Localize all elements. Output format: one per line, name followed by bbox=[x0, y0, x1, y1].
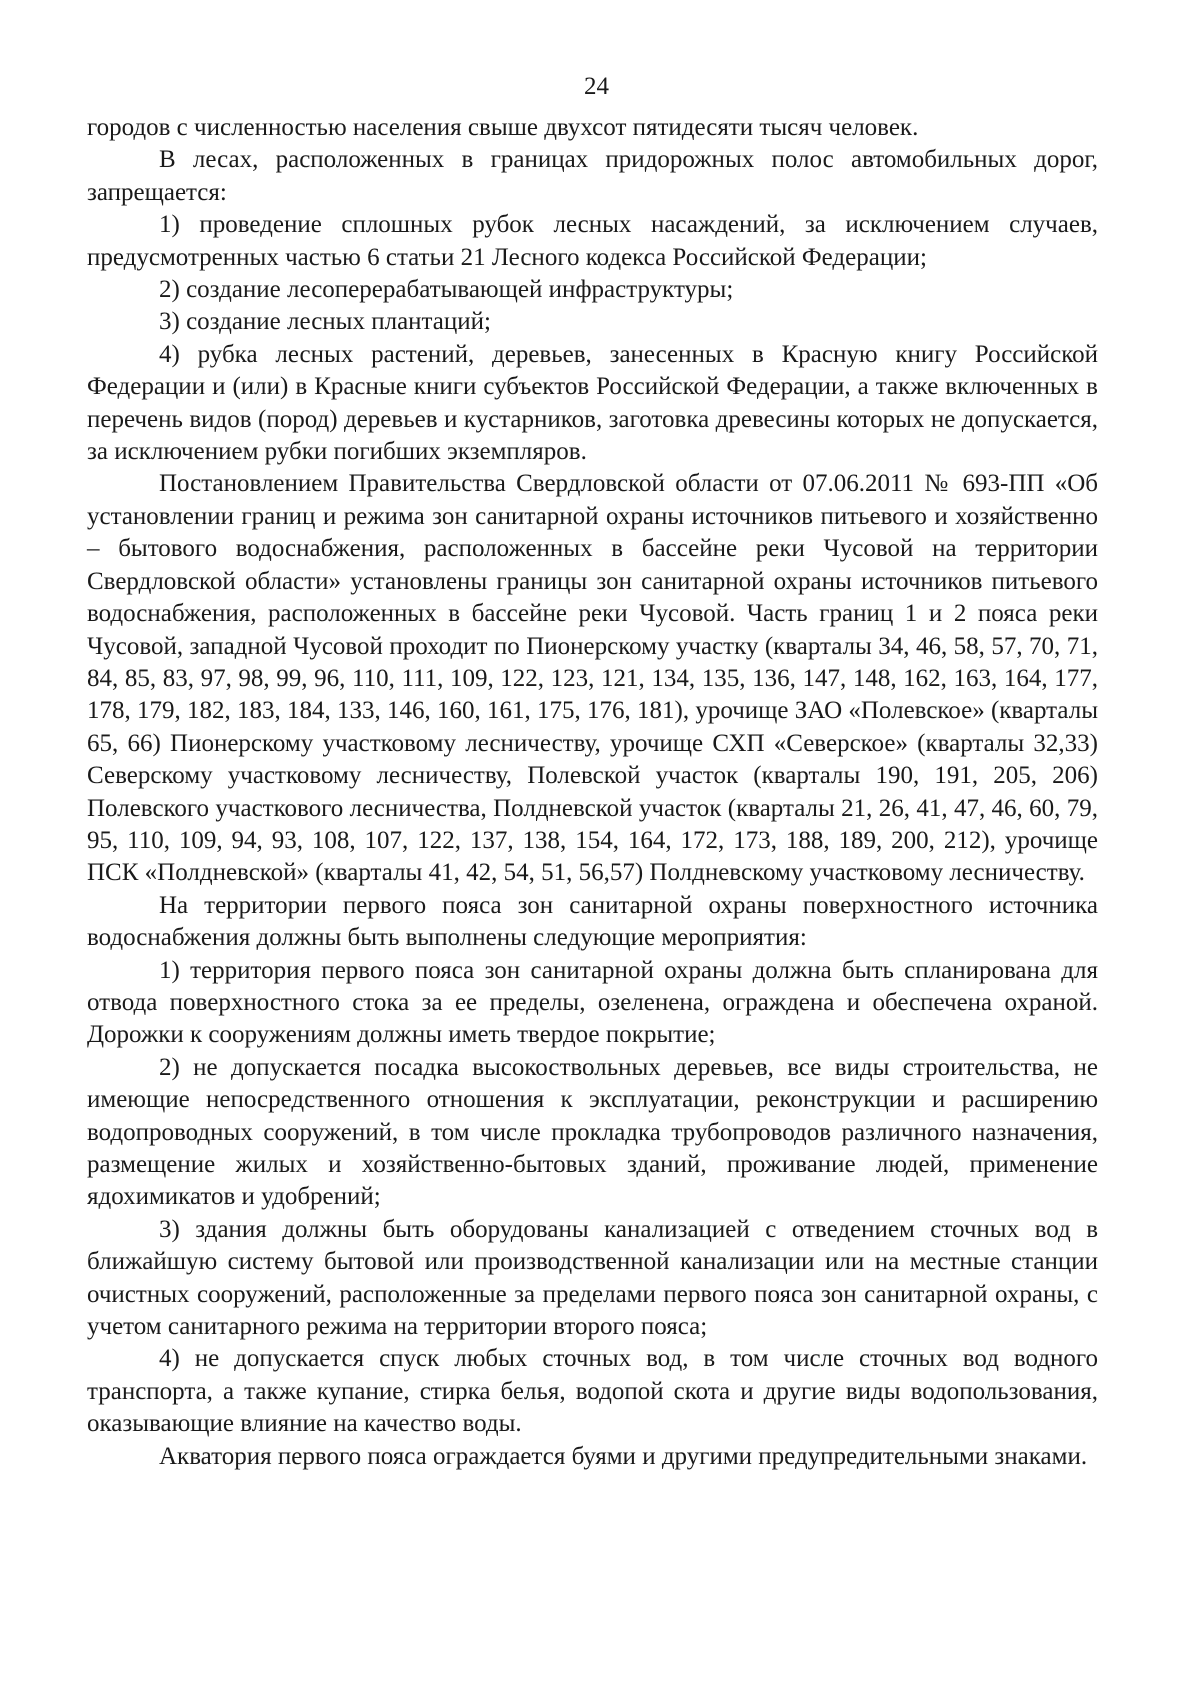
measure-item-2-restrictions: 2) не допускается посадка высокоствольных деревьев, все виды строительства, не имеющие непосредственного отношения к эксплуатации, реконструкции и расширению водопроводных сооружений, в том числе прокладка трубопроводов различного назначения, размещение жилых и хозяйственно-бытовых зданий, проживание людей, применение ядохимикатов и удобрений; bbox=[87, 1053, 1098, 1211]
list-item-4-red-book: 4) рубка лесных растений, деревьев, занесенных в Красную книгу Российской Федерации и (или) в Красные книги субъектов Российской Федерации, а также включенных в перечень видов (пород) деревьев и кустарников, заготовка древесины которых не допускается, за исключением рубки погибших экземпляров. bbox=[87, 340, 1098, 466]
paragraph-first-zone-measures-intro: На территории первого пояса зон санитарной охраны поверхностного источника водоснабжения должны быть выполнены следующие мероприятия: bbox=[87, 891, 1098, 952]
paragraph-government-resolution: Постановлением Правительства Свердловской области от 07.06.2011 № 693-ПП «Об установлении границ и режима зон санитарной охраны источников питьевого и хозяйственно – бытового водоснабжения, расположенных в бассейне реки Чусовой на территории Свердловской области» установлены границы зон санитарной охраны источников питьевого водоснабжения, расположенных в бассейне реки Чусовой. Часть границ 1 и 2 пояса реки Чусовой, западной Чусовой проходит по Пионерскому участку (кварталы 34, 46, 58, 57, 70, 71, 84, 85, 83, 97, 98, 99, 96, 110, 111, 109, 122, 123, 121, 134, 135, 136, 147, 148, 162, 163, 164, 177, 178, 179, 182, 183, 184, 133, 146, 160, 161, 175, 176, 181), урочище ЗАО «Полевское» (кварталы 65, 66) Пионерскому участковому лесничеству, урочище СХП «Северское» (кварталы 32,33) Северскому участковому лесничеству, Полевской участок (кварталы 190, 191, 205, 206) Полевского участкового лесничества, Полдневской участок (кварталы 21, 26, 41, 47, 46, 60, 79, 95, 110, 109, 94, 93, 108, 107, 122, 137, 138, 154, 164, 172, 173, 188, 189, 200, 212), урочище ПСК «Полдневской» (кварталы 41, 42, 54, 51, 56,57) Полдневскому участковому лесничеству. bbox=[87, 470, 1098, 887]
page-number: 24 bbox=[584, 73, 609, 100]
measure-item-3-sewerage: 3) здания должны быть оборудованы канализацией с отведением сточных вод в ближайшую систему бытовой или производственной канализации или на местные станции очистных сооружений, расположенные за пределами первого пояса зон санитарной охраны, с учетом санитарного режима на территории второго пояса; bbox=[87, 1215, 1098, 1341]
measure-item-1-territory: 1) территория первого пояса зон санитарной охраны должна быть спланирована для отвода поверхностного стока за ее пределы, озеленена, ограждена и обеспечена охраной. Дорожки к сооружениям должны иметь твердое покрытие; bbox=[87, 956, 1098, 1049]
paragraph-continuation: городов с численностью населения свыше двухсот пятидесяти тысяч человек. bbox=[87, 114, 919, 141]
list-item-1-clear-cutting: 1) проведение сплошных рубок лесных насаждений, за исключением случаев, предусмотренных частью 6 статьи 21 Лесного кодекса Российской Федерации; bbox=[87, 211, 1098, 271]
measure-item-4-discharge: 4) не допускается спуск любых сточных вод, в том числе сточных вод водного транспорта, а также купание, стирка белья, водопой скота и другие виды водопользования, оказывающие влияние на качество воды. bbox=[87, 1345, 1098, 1438]
list-item-3-plantations: 3) создание лесных плантаций; bbox=[159, 308, 491, 336]
list-item-2-wood-processing: 2) создание лесоперерабатывающей инфраструктуры; bbox=[159, 276, 734, 304]
paragraph-water-area-buoys: Акватория первого пояса ограждается буями и другими предупредительными знаками. bbox=[159, 1442, 1088, 1470]
document-page bbox=[87, 62, 1098, 1473]
paragraph-roadside-forests-intro: В лесах, расположенных в границах придорожных полос автомобильных дорог, запрещается: bbox=[87, 146, 1098, 206]
